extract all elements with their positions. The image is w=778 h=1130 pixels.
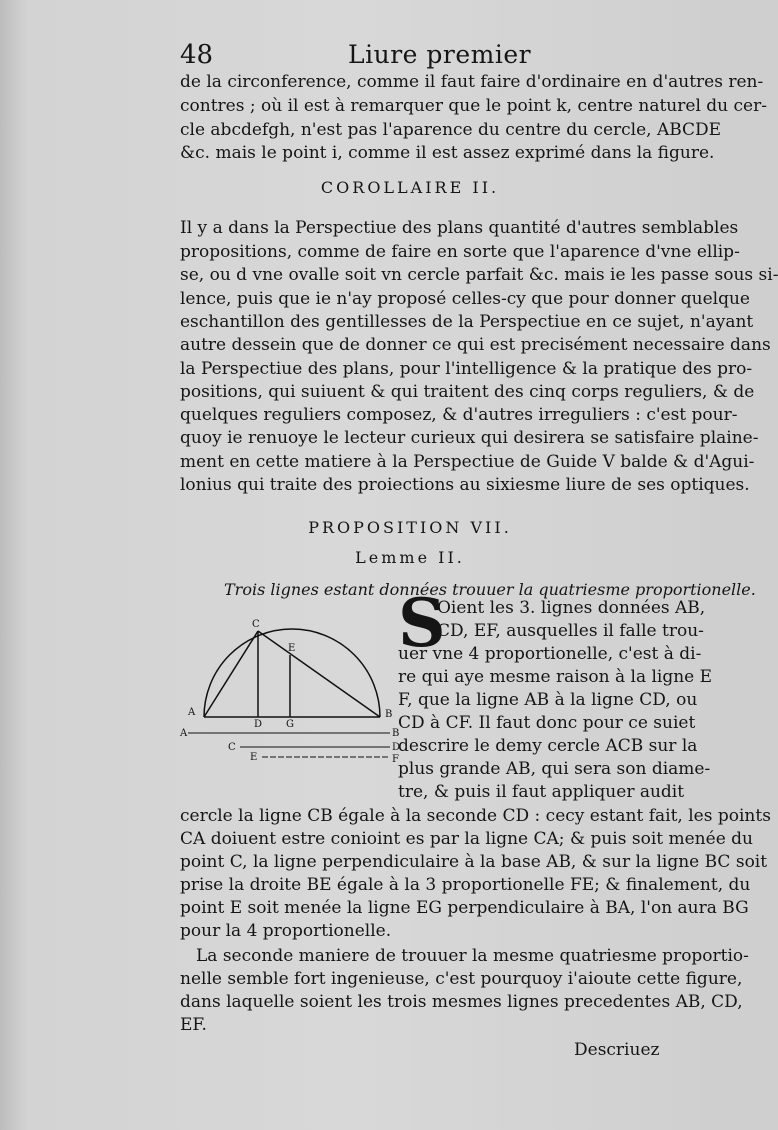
text-line: &c. mais le point i, comme il est assez exprimé dans la figure.: [180, 143, 715, 163]
page-number: 48: [180, 40, 214, 70]
text-line: de la circonference, comme il faut faire d'ordinaire en d'autres ren-: [180, 72, 764, 92]
label-line-d: D: [392, 742, 401, 753]
text-line: CD, EF, ausquelles il falle trou-: [437, 621, 704, 641]
text-line: F, que la ligne AB à la ligne CD, ou: [398, 690, 698, 710]
text-line: Il y a dans la Perspectiue des plans quantité d'autres semblables: [180, 218, 739, 238]
label-line-b: B: [392, 728, 400, 739]
text-line: CA doiuent estre conioint es par la ligne CA; & puis soit menée du: [180, 829, 753, 849]
text-line: propositions, comme de faire en sorte que l'aparence d'vne ellip-: [180, 242, 740, 262]
text-line: cle abcdefgh, n'est pas l'aparence du centre du cercle, ABCDE: [180, 120, 722, 140]
text-line: cercle la ligne CB égale à la seconde CD : cecy estant fait, les points: [180, 806, 771, 826]
label-d: D: [254, 719, 263, 730]
text-line: point E soit menée la ligne EG perpendiculaire à BA, l'on aura BG: [180, 898, 749, 918]
text-line: Oient les 3. lignes données AB,: [437, 598, 706, 618]
label-line-f: F: [392, 754, 399, 765]
text-line: dans laquelle soient les trois mesmes lignes precedentes AB, CD,: [180, 992, 743, 1012]
proposition-heading: PROPOSITION VII.: [308, 518, 512, 537]
text-line: positions, qui suiuent & qui traitent des cinq corps reguliers, & de: [180, 382, 755, 402]
text-line: descrire le demy cercle ACB sur la: [398, 736, 698, 756]
text-line: autre dessein que de donner ce qui est precisément necessaire dans: [180, 335, 771, 355]
text-line: quelques reguliers composez, & d'autres irreguliers : c'est pour-: [180, 405, 738, 425]
text-line: re qui aye mesme raison à la ligne E: [398, 667, 713, 687]
text-line: se, ou d vne ovalle soit vn cercle parfait &c. mais ie les passe sous si-: [180, 265, 778, 285]
label-g: G: [286, 719, 294, 730]
label-e: E: [288, 643, 296, 654]
text-line: lonius qui traite des proiections au sixiesme liure de ses optiques.: [180, 475, 750, 495]
semicircle-figure: [180, 605, 400, 765]
proposition-statement: Trois lignes estant données trouuer la quatriesme proportionelle.: [224, 580, 756, 599]
line-ca: [204, 631, 258, 717]
label-line-e: E: [250, 752, 258, 763]
text-line: La seconde maniere de trouuer la mesme quatriesme proportio-: [196, 946, 749, 966]
label-b: B: [385, 709, 393, 720]
label-c: C: [252, 619, 260, 630]
drop-cap: S: [398, 584, 446, 662]
text-line: plus grande AB, qui sera son diame-: [398, 759, 711, 779]
catchword: Descriuez: [574, 1040, 660, 1060]
text-line: tre, & puis il faut appliquer audit: [398, 782, 685, 802]
text-line: lence, puis que ie n'ay proposé celles-cy que pour donner quelque: [180, 289, 750, 309]
corollaire-heading: COROLLAIRE II.: [320, 178, 500, 197]
text-line: prise la droite BE égale à la 3 proportionelle FE; & finalement, du: [180, 875, 751, 895]
text-line: uer vne 4 proportionelle, c'est à di-: [398, 644, 702, 664]
text-line: EF.: [180, 1015, 207, 1035]
text-line: contres ; où il est à remarquer que le point k, centre naturel du cer-: [180, 96, 767, 116]
text-line: point C, la ligne perpendiculaire à la base AB, & sur la ligne BC soit: [180, 852, 768, 872]
text-line: pour la 4 proportionelle.: [180, 921, 392, 941]
line-cb: [258, 631, 380, 717]
text-line: eschantillon des gentillesses de la Perspectiue en ce sujet, n'ayant: [180, 312, 754, 332]
text-line: la Perspectiue des plans, pour l'intelligence & la pratique des pro-: [180, 359, 753, 379]
label-line-c: C: [228, 742, 236, 753]
text-line: ment en cette matiere à la Perspectiue de Guide V balde & d'Agui-: [180, 452, 755, 472]
label-a: A: [188, 707, 196, 718]
label-line-a: A: [180, 728, 188, 739]
text-line: quoy ie renuoye le lecteur curieux qui desirera se satisfaire plaine-: [180, 428, 759, 448]
running-title: Liure premier: [348, 40, 532, 69]
text-line: nelle semble fort ingenieuse, c'est pourquoy i'aioute cette figure,: [180, 969, 743, 989]
lemme-heading: Lemme II.: [355, 548, 465, 567]
text-line: CD à CF. Il faut donc pour ce suiet: [398, 713, 696, 733]
